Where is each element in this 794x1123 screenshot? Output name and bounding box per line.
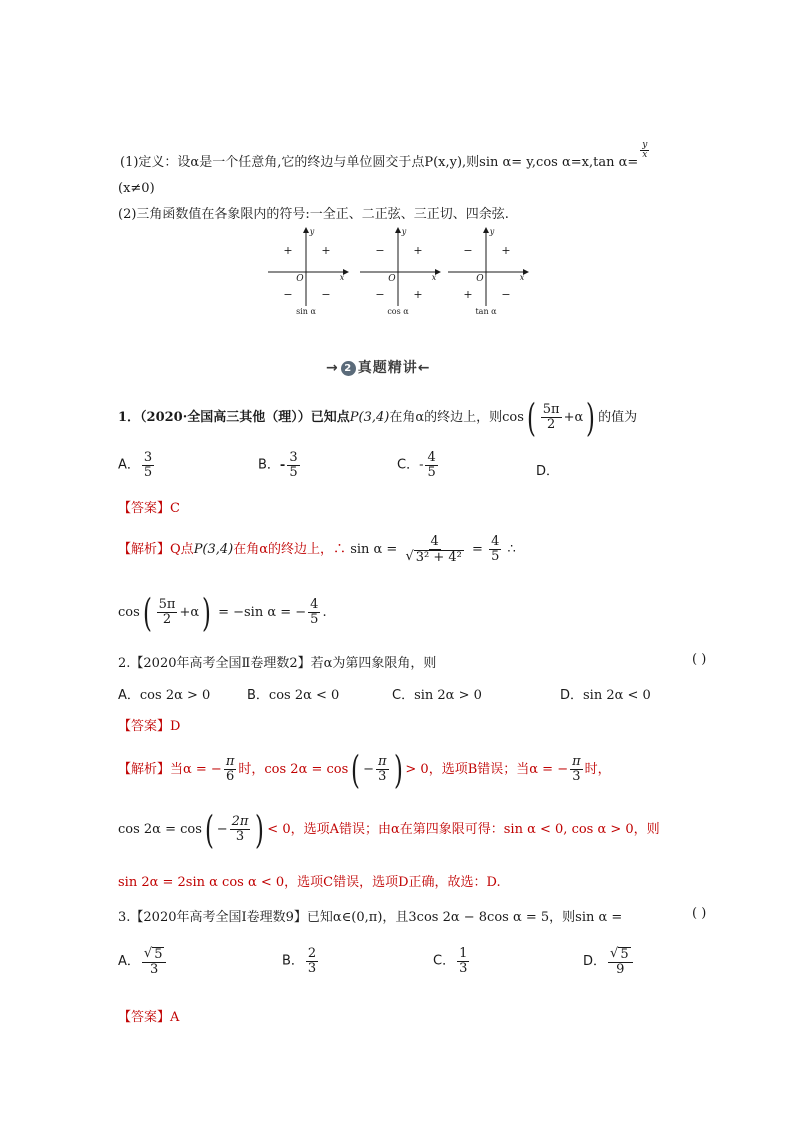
q2-solution-line1: 【解析】当α = − $\frac{\pi}{6}$ 时，cos 2α = cos( − $\frac{\pi}{3}$ ) > 0，选项B错误；当α = − $\frac{\pi}{3}$ 时， [118,747,611,792]
quadrant-1-sign: + [413,244,423,257]
q3-answer-blank[interactable]: ( ) [692,906,707,921]
q2-answer: 【答案】D [118,719,181,734]
q1-option-b[interactable]: B．- $\frac{3}{5}$ [258,450,298,480]
quadrant-1-sign: + [321,244,331,257]
quadrant-diagram-3 [448,227,528,316]
quadrant-3-sign: + [463,288,473,301]
x-axis-label: x [431,273,437,282]
quadrant-4-sign: − [321,288,331,301]
quadrant-2-sign: − [463,244,473,257]
section-heading: → 2 真题精讲← [326,360,431,376]
sign-rule-line: (2)三角函数值在各象限内的符号:一全正、二正弦、三正切、四余弦. [118,207,509,222]
q2-option-c[interactable]: C．sin 2α > 0 [392,688,482,703]
origin-label: O [296,274,304,284]
q1-solution-line1: 【解析】Q点P(3,4)在角α的终边上，∴ sin α = 4 √ 3² + 4² = $\frac{4}{5}$ ∴ [118,533,516,565]
definition-condition: (x≠0) [118,181,155,196]
definition-line [120,139,651,172]
question-1-stem: 1．（2020·全国高三其他（理））已知点P(3,4)在角α的终边上，则cos( $\frac{5\pi}{2}$ +α) 的值为 [118,395,638,440]
quadrant-diagram-1 [268,227,348,316]
q2-option-a[interactable]: A．cos 2α > 0 [118,688,211,703]
q3-option-a[interactable]: A． √ 5 3 [118,947,168,976]
question-2-stem: 2.【2020年高考全国Ⅱ卷理数2】若α为第四象限角，则 [118,656,437,671]
q2-solution-line2: cos 2α = cos( − $\frac{2\pi}{3}$ ) < 0，选项A错误；由α在第四象限可得：sin α < 0, cos α > 0，则 [118,807,660,852]
q3-option-d[interactable]: D． √ 5 9 [583,947,635,976]
diagram-label: cos α [387,307,409,316]
quadrant-diagram-2 [360,227,440,316]
diagram-label: tan α [475,307,497,316]
x-axis-label: x [339,273,345,282]
origin-label: O [388,274,396,284]
tan-fraction: $\frac{y}{x}$ [642,139,648,160]
x-axis-label: x [519,273,525,282]
diagram-label: sin α [296,307,316,316]
quadrant-4-sign: + [413,288,423,301]
q1-option-d[interactable]: D． [536,464,560,479]
circled-number-icon: 2 [341,361,356,376]
q2-solution-line3: sin 2α = 2sin α cos α < 0，选项C错误，选项D正确，故选：D. [118,875,501,890]
q3-option-c[interactable]: C． $\frac{1}{3}$ [433,946,468,976]
quadrant-3-sign: − [283,288,293,301]
q2-option-d[interactable]: D．sin 2α < 0 [560,688,651,703]
question-3-stem: 3.【2020年高考全国Ⅰ卷理数9】已知α∈(0,π)，且3cos 2α − 8cos α = 5，则sin α = [118,910,623,925]
definition-text: (1)定义：设α是一个任意角,它的终边与单位圆交于点P(x,y),则sin α= y,cos α=x,tan α= [120,155,639,170]
q2-answer-blank[interactable]: ( ) [692,652,707,667]
quadrant-2-sign: + [283,244,293,257]
y-axis-label: y [401,227,407,236]
q1-solution-line2: cos( $\frac{5\pi}{2}$ +α) = −sin α = − $\frac{4}{5}$ . [118,590,327,635]
q3-option-b[interactable]: B． $\frac{2}{3}$ [282,946,317,976]
quadrant-4-sign: − [501,288,511,301]
quadrant-2-sign: − [375,244,385,257]
y-axis-label: y [489,227,495,236]
q1-option-c[interactable]: C．- $\frac{4}{5}$ [397,450,436,480]
y-axis-label: y [309,227,315,236]
q1-answer: 【答案】C [118,501,180,516]
q2-option-b[interactable]: B．cos 2α < 0 [247,688,340,703]
quadrant-3-sign: − [375,288,385,301]
origin-label: O [476,274,484,284]
quadrant-sign-diagrams [262,226,552,321]
q3-answer: 【答案】A [118,1010,180,1025]
q1-option-a[interactable]: A． $\frac{3}{5}$ [118,450,153,480]
quadrant-1-sign: + [501,244,511,257]
